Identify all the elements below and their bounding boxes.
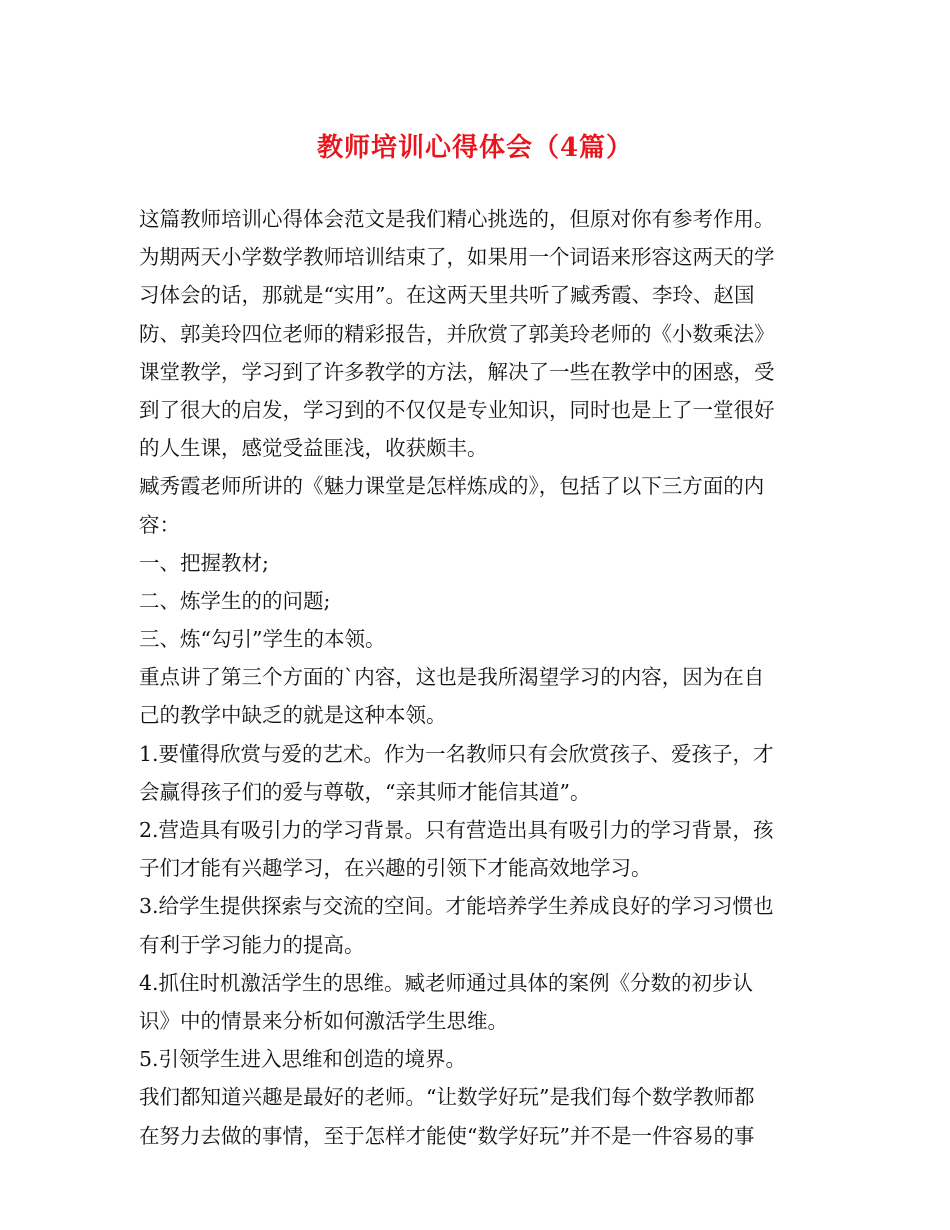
text-line: 在努力去做的事情，至于怎样才能使“数学好玩”并不是一件容易的事 xyxy=(139,1123,755,1148)
text-line: 课堂教学，学习到了许多教学的方法，解决了一些在教学中的困惑，受 xyxy=(139,359,775,384)
document-body xyxy=(139,200,829,1155)
text-line: 的人生课，感觉受益匪浅，收获颇丰。 xyxy=(139,436,488,461)
text-line: 为期两天小学数学教师培训结束了，如果用一个词语来形容这两天的学 xyxy=(139,245,775,270)
text-line: 三、炼“勾引”学生的本领。 xyxy=(139,627,386,652)
text-line: 5.引领学生进入思维和创造的境界。 xyxy=(139,1047,467,1072)
document-title: 教师培训心得体会（4篇） xyxy=(316,133,634,163)
text-line: 会赢得孩子们的爱与尊敬，“亲其师才能信其道”。 xyxy=(139,779,591,804)
text-line: 二、炼学生的的问题; xyxy=(139,588,331,613)
text-line: 容： xyxy=(139,512,180,537)
text-line: 识》中的情景来分析如何激活学生思维。 xyxy=(139,1008,508,1033)
text-line: 1.要懂得欣赏与爱的艺术。作为一名教师只有会欣赏孩子、爱孩子，才 xyxy=(139,741,774,766)
text-line: 习体会的话，那就是“实用”。在这两天里共听了臧秀霞、李玲、赵国 xyxy=(139,283,755,308)
text-line: 4.抓住时机激活学生的思维。臧老师通过具体的案例《分数的初步认 xyxy=(139,970,754,995)
text-line: 这篇教师培训心得体会范文是我们精心挑选的，但原对你有参考作用。 xyxy=(139,207,775,231)
text-line: 3.给学生提供探索与交流的空间。才能培养学生养成良好的学习习惯也 xyxy=(139,894,774,919)
text-line: 2.营造具有吸引力的学习背景。只有营造出具有吸引力的学习背景，孩 xyxy=(139,818,774,842)
text-line: 有利于学习能力的提高。 xyxy=(139,932,365,957)
text-line: 己的教学中缺乏的就是这种本领。 xyxy=(139,703,447,728)
text-line: 重点讲了第三个方面的`内容，这也是我所渴望学习的内容，因为在自 xyxy=(139,665,765,690)
text-line: 臧秀霞老师所讲的《魅力课堂是怎样炼成的》，包括了以下三方面的内 xyxy=(139,474,765,499)
text-line: 到了很大的启发，学习到的不仅仅是专业知识，同时也是上了一堂很好 xyxy=(139,397,775,422)
text-line: 一、把握教材; xyxy=(139,550,269,575)
text-line: 子们才能有兴趣学习，在兴趣的引领下才能高效地学习。 xyxy=(139,856,652,881)
text-line: 防、郭美玲四位老师的精彩报告，并欣赏了郭美玲老师的《小数乘法》 xyxy=(139,321,775,346)
text-line: 我们都知道兴趣是最好的老师。“让数学好玩”是我们每个数学教师都 xyxy=(139,1085,755,1110)
